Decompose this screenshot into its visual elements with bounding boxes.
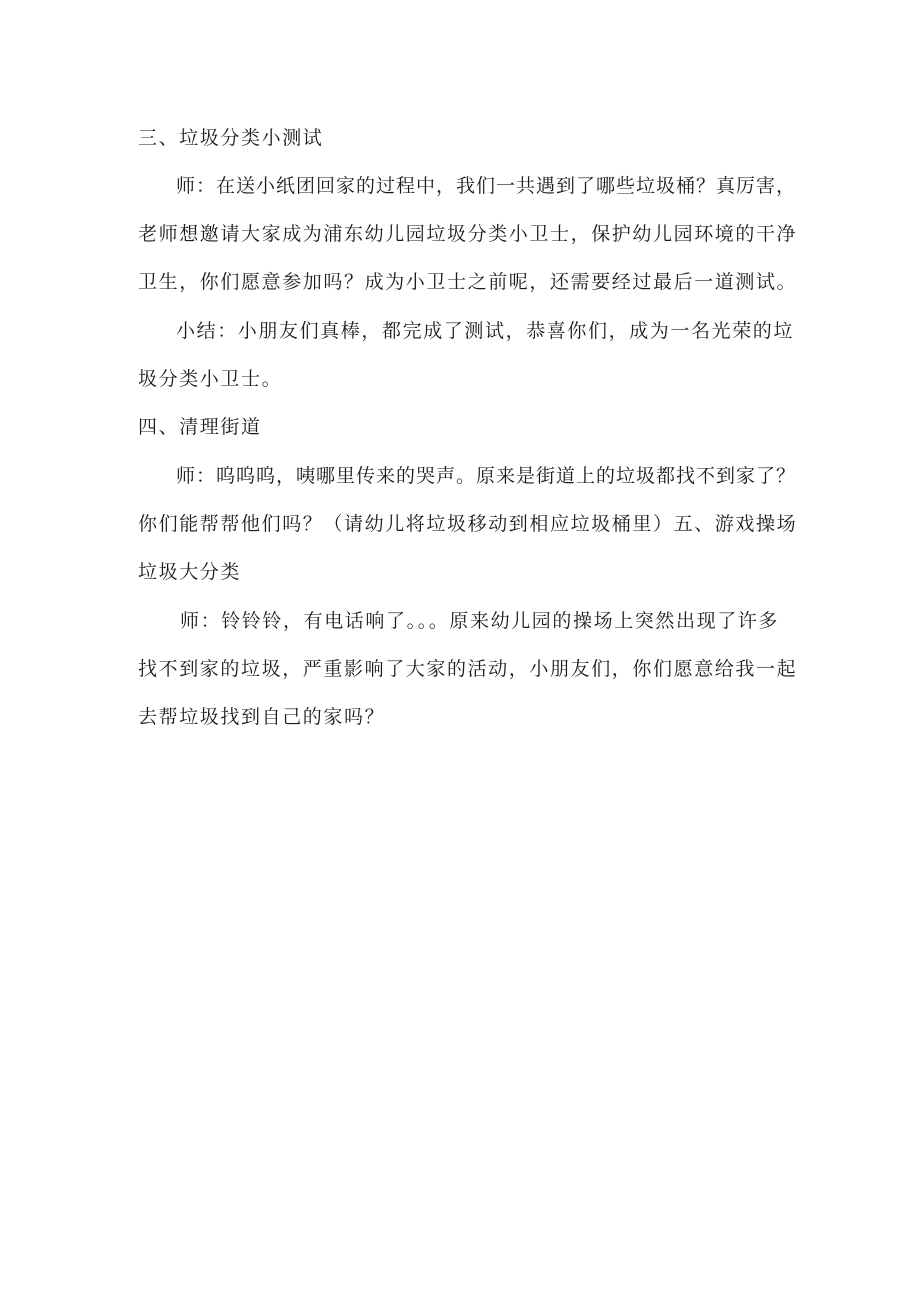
paragraph-line: 师：铃铃铃，有电话响了。。。原来幼儿园的操场上突然出现了许多 [180, 610, 780, 632]
section-heading-3: 三、垃圾分类小测试 [138, 127, 324, 149]
paragraph-line: 去帮垃圾找到自己的家吗？ [138, 706, 386, 728]
section-heading-4: 四、清理街道 [138, 416, 262, 438]
paragraph-line: 卫生，你们愿意参加吗？成为小卫士之前呢，还需要经过最后一道测试。 [138, 271, 798, 293]
paragraph-line: 你们能帮帮他们吗？（请幼儿将垃圾移动到相应垃圾桶里）五、游戏操场 [138, 513, 798, 535]
paragraph-line: 找不到家的垃圾，严重影响了大家的活动，小朋友们，你们愿意给我一起 [138, 658, 798, 680]
paragraph-line: 师：在送小纸团回家的过程中，我们一共遇到了哪些垃圾桶？真厉害， [176, 175, 797, 197]
paragraph-line: 老师想邀请大家成为浦东幼儿园垃圾分类小卫士，保护幼儿园环境的干净 [138, 223, 798, 245]
paragraph-line: 师：呜呜呜，咦哪里传来的哭声。原来是街道上的垃圾都找不到家了？ [176, 465, 797, 487]
paragraph-line: 小结：小朋友们真棒，都完成了测试，恭喜你们，成为一名光荣的垃 [176, 320, 795, 342]
paragraph-line: 圾分类小卫士。 [138, 368, 283, 390]
paragraph-line: 垃圾大分类 [138, 561, 242, 583]
